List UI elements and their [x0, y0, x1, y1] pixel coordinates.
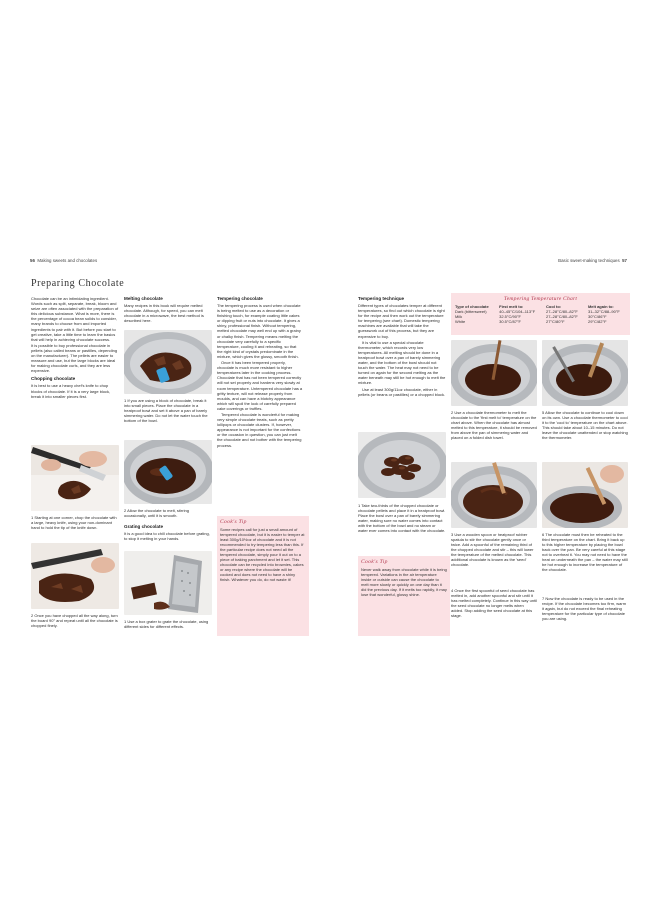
step-6-photo — [542, 462, 628, 528]
tempering-chart — [451, 293, 630, 335]
chart-cell: 27–28°C/80–82°F — [545, 309, 578, 314]
chart-title: Tempering Temperature Chart — [503, 296, 578, 302]
chart-cell: White — [455, 319, 466, 324]
tempering-paragraph-2: Once it has been tempered properly, chocolate is much more resistant to higher temperatures later in the cooking process. Chocolate that has not been tempered correctly will not set properly and hardens very slowly at room temperature. Untempered chocolate has a gritty texture, will not release properly from moulds, and can have a blotchy appearance which will spoil the look of carefully prepared cake coverings or truffles. — [217, 360, 303, 411]
step-3-photo — [451, 462, 537, 528]
grating-section — [124, 524, 212, 542]
technique-paragraph-1: Different types of chocolates temper at different temperatures, so find out which chocolate is right for the recipe and then work out the temperature for tempering (see chart). Domestic tempering machines are available that will take the guesswork out of this process, but they are expensive to buy. — [358, 303, 445, 339]
chart-table — [453, 304, 628, 324]
chart-cell: Milk — [455, 314, 463, 319]
intro-paragraph-1: Chocolate can be an intimidating ingredient. Words such as split, separate, break, bloom and seize are often associated with the preparation of this delicious substance. What is more, there is the percentage of cocoa bean solids to consider, many brands to choose from and imported ingredients to pair with it. But before you start to get creative, take a little time to learn the basics that will help in achieving chocolate success. — [31, 296, 119, 342]
tempering-heading: Tempering chocolate — [217, 296, 263, 301]
chart-row-white — [453, 319, 628, 324]
step-5-photo — [542, 340, 628, 406]
chart-cell: 27°C/80°F — [545, 319, 565, 324]
tempering-section — [217, 296, 303, 449]
grating-heading: Grating chocolate — [124, 524, 164, 529]
chart-cell: 40–45°C/104–113°F — [499, 309, 536, 314]
melting-text: Many recipes in this book will require melted chocolate. Although, for speed, you can melt chocolate in a microwave, the best method is described here. — [124, 303, 204, 324]
chart-cell: 32.5°C/90°F — [499, 314, 522, 319]
technique-paragraph-2: It is vital to use a special chocolate thermometer, which records very low temperatures. All melting should be done in a heatproof bowl over a pan of barely simmering water, and the bottom of the bowl should not touch the water. The heat may not need to be turned on again for the second melting as the water beneath may still be hot enough to melt the mixture. — [358, 339, 446, 386]
intro-paragraph-2: It is possible to buy professional chocolate in pellets (also called beans or pastilles, depending on the manufacturer). The pellets are easier to measure and use, but the large blocks are ideal for making chocolate curls, and they are less expensive. — [31, 342, 118, 374]
chart-cell: 31–32°C/88–90°F — [587, 309, 620, 314]
chart-cell: 30.5°C/87°F — [499, 319, 522, 324]
melting-photo-2 — [124, 440, 212, 504]
chopping-step-2: 2 Once you have chopped all the way along, turn the board 90° and repeat until all the chocolate is chopped finely. — [31, 613, 118, 628]
melting-step-2: 2 Allow the chocolate to melt, stirring occasionally, until it is smooth. — [124, 508, 189, 518]
grating-photo — [124, 551, 212, 615]
technique-heading: Tempering technique — [358, 296, 405, 301]
step-2-photo — [451, 340, 537, 406]
technique-section — [358, 296, 446, 398]
cooks-tip-title-2: Cook's Tip — [361, 559, 388, 565]
cooks-tip-box-1 — [217, 516, 309, 636]
chopping-text: It is best to use a heavy chef's knife to chop blocks of chocolate. If it is a very large block, break it into smaller pieces first. — [31, 383, 111, 399]
right-section-title: Basic sweet-making techniques — [558, 258, 620, 263]
technique-photo-1 — [358, 432, 446, 498]
chopping-photo-1 — [31, 445, 119, 511]
cooks-tip-title-1: Cook's Tip — [220, 519, 247, 525]
chart-cell: 30°C/86°F — [587, 314, 607, 319]
intro-text — [31, 296, 119, 400]
step-2-caption: 2 Use a chocolate thermometer to melt the chocolate to the 'first melt to' temperature on the chart above. When the chocolate has almost melted to this temperature, it should be removed from above the pan of simmering water and placed on a folded dish towel. — [451, 410, 537, 440]
tempering-paragraph-1: The tempering process is used when chocolate is being melted to use as a decoration or finishing touch, for example coating little cakes or dipping fruit or nuts into chocolate. It gives a shiny, professional finish. Without tempering, melted chocolate may well end up with a grainy or chalky finish. Tempering means melting the chocolate very carefully to a specific temperature, cooling it and reheating, so that the right kind of crystals predominate in the mixture, which gives the glossy, smooth finish. — [217, 303, 301, 359]
technique-paragraph-3: Use at least 300g/11oz chocolate, either in pellets (or beans or pastilles) or a chopped block. — [358, 386, 446, 397]
chart-cell: 29°C/82°F — [587, 319, 607, 324]
melting-step-1: 1 If you are using a block of chocolate, break it into small pieces. Place the chocolate in a heatproof bowl and set it above a pan of barely simmering water. Do not let the water touch the bottom of the bowl. — [124, 398, 208, 423]
melting-photo-1 — [124, 330, 212, 394]
step-6-caption: 6 The chocolate must then be reheated to the third temperature on the chart. Bring it back up to this higher temperature by placing the bowl back over the pan. Be very careful at this stage not to overheat it. You may not need to have the heat on underneath the pan – the water may still be hot enough to increase the temperature of the chocolate. — [542, 532, 628, 572]
chart-header-melt-again: Melt again to: — [587, 304, 614, 309]
melting-section — [124, 296, 212, 324]
chopping-heading: Chopping chocolate — [31, 376, 76, 382]
cooks-tip-text-1: Some recipes call for just a small amount of tempered chocolate, but it is easier to temper at least 300g/10½oz of chocolate and it is not recommended to try tempering less than this. If the particular recipe does not need all the tempered chocolate, simply pour it out on to a piece of baking parchment and let it set. This chocolate can be recycled into brownies, cakes or any recipe where the chocolate will be cooked and does not need to have a shiny finish. Whatever you do, do not waste it! — [220, 527, 305, 582]
technique-step-1: 1 Take two-thirds of the chopped chocolate or chocolate pellets and place it in a heatproof bowl. Place the bowl over a pan of barely simmering water, making sure no water comes into contact with the bottom of the bowl and no steam or water ever comes into contact with the chocolate. — [358, 503, 446, 533]
chart-header-cool: Cool to: — [545, 304, 562, 309]
chopping-photo-2 — [31, 543, 119, 609]
grating-step-1: 1 Use a box grater to grate the chocolate, using different sides for different effects. — [124, 619, 209, 629]
step-3-caption: 3 Use a wooden spoon or heatproof rubber spatula to stir the chocolate gently once or twice. Add a spoonful of the remaining third of the chopped chocolate and stir – this will lower the temperature of the melted chocolate. This additional chocolate is known as the 'seed' chocolate. — [451, 532, 534, 567]
chart-cell: 27–28°C/80–82°F — [545, 314, 578, 319]
chart-header-first-melt: First melt to: — [499, 304, 524, 309]
left-page-header — [30, 258, 97, 263]
right-page-header — [558, 258, 627, 263]
step-5-caption: 5 Allow the chocolate to continue to cool down on its own. Use a chocolate thermometer to cool it to the 'cool to' temperature on the chart above. This should take about 10–15 minutes. Do not leave the chocolate unattended or stop watching the thermometer. — [542, 410, 628, 440]
chopping-step-1: 1 Starting at one corner, chop the chocolate with a large, heavy knife, using your non-dominant hand to hold the tip of the knife down. — [31, 515, 117, 530]
chart-cell: Dark (bittersweet) — [455, 309, 487, 314]
tempering-paragraph-3: Tempered chocolate is wonderful for making very simple chocolate treats, such as pretty lollipops or chocolate clusters. If, however, appearance is not important for the confections or the occasion in question, you can just melt the chocolate and not bother with the tempering process. — [217, 411, 302, 448]
step-4-caption: 4 Once the first spoonful of seed chocolate has melted in, add another spoonful and stir until it has melted completely. Continue in this way until the seed chocolate no longer melts when added. Stop adding the seed chocolate at this stage. — [451, 588, 537, 618]
cooks-tip-text-2: Never walk away from chocolate while it is being tempered. Variations in the air temperature inside or outside can cause the chocolate to melt more slowly or quickly on one day than it did the previous day. If it melts too rapidly, it may lose that wonderful, glossy shine. — [361, 567, 447, 597]
step-7-caption: 7 Now the chocolate is ready to be used in the recipe. If the chocolate becomes too firm, warm it again, but do not exceed the final reheating temperature for the particular type of chocolate you are using. — [542, 596, 627, 621]
right-page-number: 57 — [622, 258, 627, 263]
left-page-number: 56 — [30, 258, 35, 263]
left-section-title: Making sweets and chocolates — [37, 258, 98, 263]
chart-header-type: Type of chocolate — [455, 304, 489, 309]
cooks-tip-box-2 — [358, 556, 450, 636]
melting-heading: Melting chocolate — [124, 296, 163, 301]
grating-text: It is a good idea to chill chocolate before grating, to stop it melting in your hands. — [124, 531, 210, 542]
page-title: Preparing Chocolate — [31, 278, 125, 289]
